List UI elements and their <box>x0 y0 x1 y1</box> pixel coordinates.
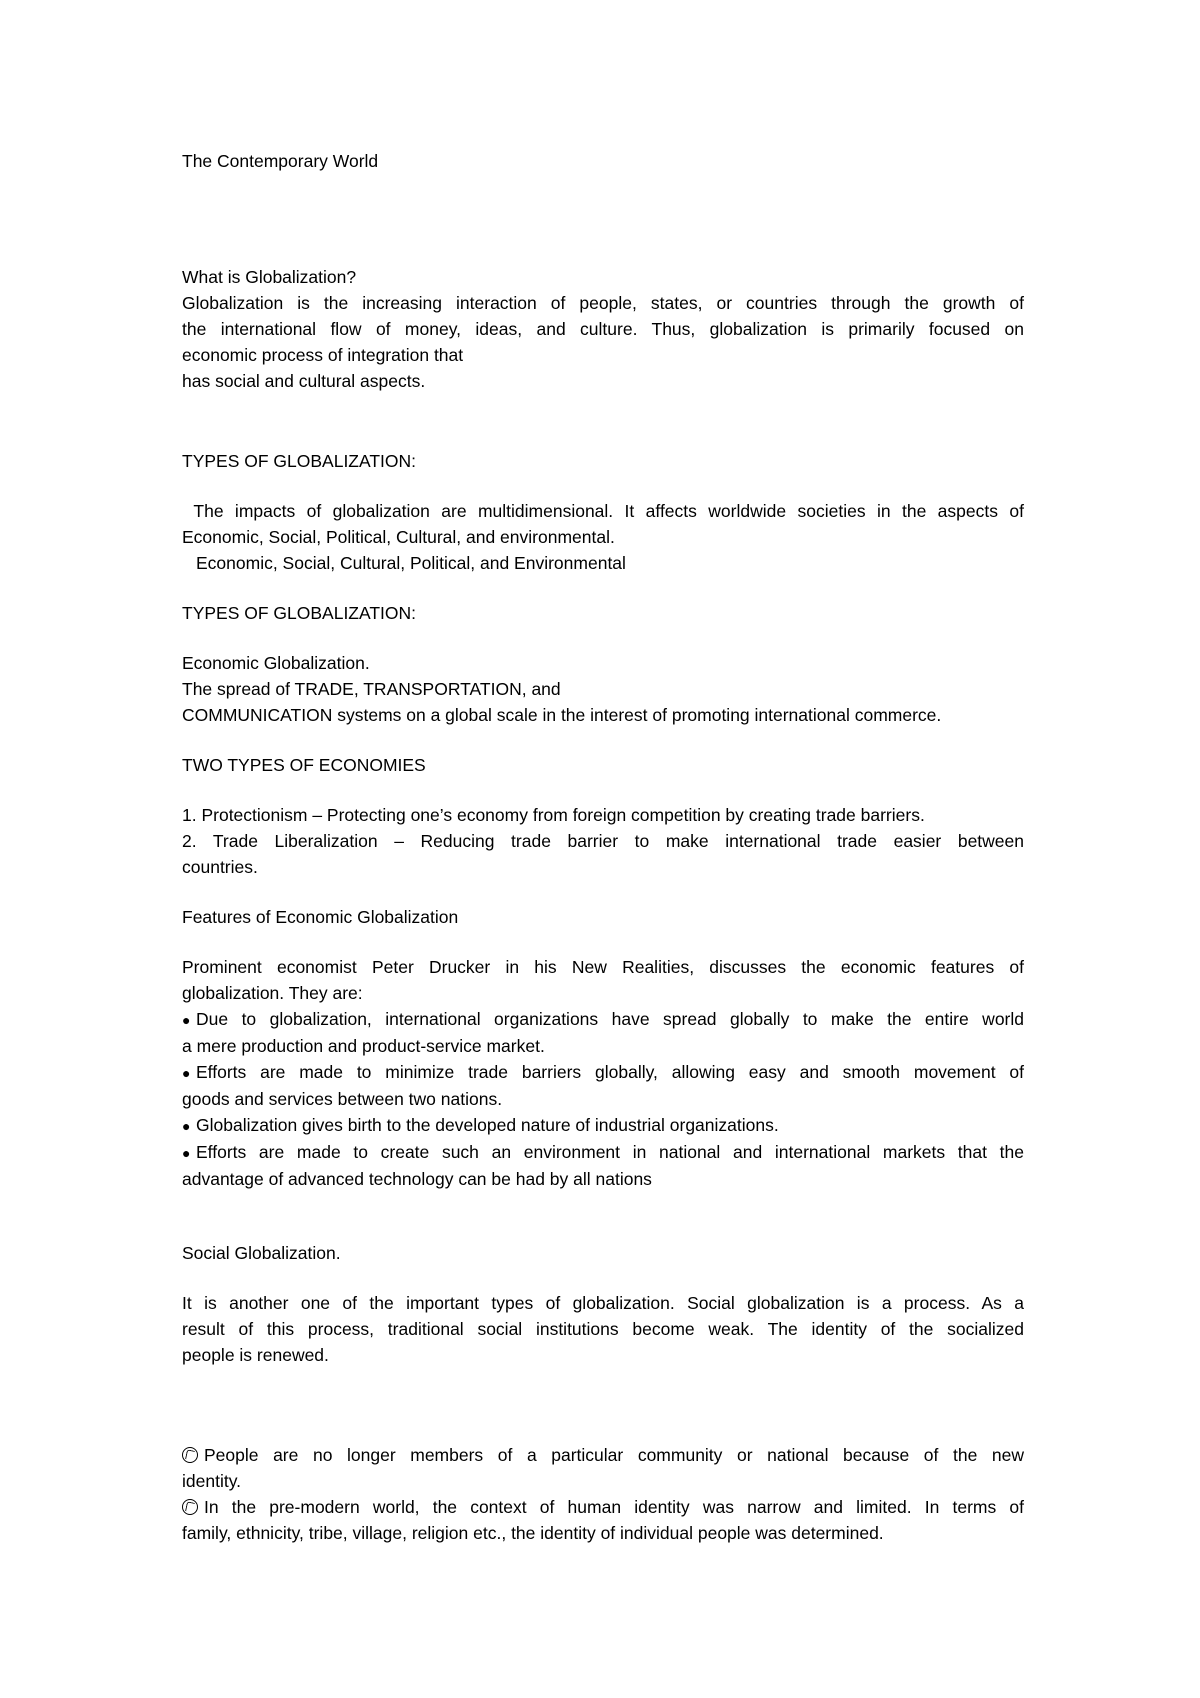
bullet-icon: ● <box>182 1012 191 1028</box>
section-heading-what-is: What is Globalization? <box>182 267 357 287</box>
paragraph-line: The impacts of globalization are multidimensional. It affects worldwide societies in the aspects of <box>182 501 1024 521</box>
paragraph-line: economic process of integration that <box>182 345 464 365</box>
paragraph-line: Globalization is the increasing interaction of people, states, or countries through the growth of <box>182 293 1024 313</box>
globe-icon <box>182 1499 198 1515</box>
paragraph-line: people is renewed. <box>182 1345 329 1365</box>
bullet-icon: ● <box>182 1065 191 1081</box>
paragraph-line: Economic, Social, Political, Cultural, and environmental. <box>182 527 615 547</box>
paragraph-line: It is another one of the important types of globalization. Social globalization is a process. As a <box>182 1293 1024 1313</box>
paragraph-line: globalization. They are: <box>182 983 363 1003</box>
list-item: 1. Protectionism – Protecting one’s economy from foreign competition by creating trade barriers. <box>182 805 925 825</box>
bullet-item: ● Due to globalization, international organizations have spread globally to make the entire world <box>182 1006 1024 1033</box>
bullet-item: ● Efforts are made to create such an environment in national and international markets that the <box>182 1139 1024 1166</box>
bullet-icon: ● <box>182 1145 191 1161</box>
globe-icon <box>182 1447 198 1463</box>
section-heading-features: Features of Economic Globalization <box>182 907 459 927</box>
bullet-item-continuation: advantage of advanced technology can be had by all nations <box>182 1169 652 1189</box>
paragraph-line: The spread of TRADE, TRANSPORTATION, and <box>182 679 561 699</box>
bullet-item: ● Globalization gives birth to the developed nature of industrial organizations. <box>182 1112 1024 1139</box>
bullet-item-continuation: goods and services between two nations. <box>182 1089 503 1109</box>
document-title: The Contemporary World <box>182 151 379 171</box>
globe-bullet-item: In the pre-modern world, the context of human identity was narrow and limited. In terms of <box>182 1494 1024 1520</box>
globe-bullet-continuation: family, ethnicity, tribe, village, religion etc., the identity of individual people was determined. <box>182 1523 884 1543</box>
paragraph-line: Prominent economist Peter Drucker in his New Realities, discusses the economic features of <box>182 957 1024 977</box>
subheading-economic-globalization: Economic Globalization. <box>182 653 370 673</box>
bullet-item-continuation: a mere production and product-service market. <box>182 1036 545 1056</box>
bullet-item: ● Efforts are made to minimize trade barriers globally, allowing easy and smooth movement of <box>182 1059 1024 1086</box>
section-heading-types: TYPES OF GLOBALIZATION: <box>182 603 417 623</box>
list-item-continuation: countries. <box>182 857 258 877</box>
globe-bullet-item: People are no longer members of a particular community or national because of the new <box>182 1442 1024 1468</box>
paragraph-line: COMMUNICATION systems on a global scale in the interest of promoting international commerce. <box>182 705 942 725</box>
paragraph-line: has social and cultural aspects. <box>182 371 426 391</box>
section-heading-social: Social Globalization. <box>182 1243 341 1263</box>
paragraph-line: the international flow of money, ideas, and culture. Thus, globalization is primarily focused on <box>182 319 1024 339</box>
paragraph-line: Economic, Social, Cultural, Political, and Environmental <box>196 553 626 573</box>
paragraph-line: result of this process, traditional social institutions become weak. The identity of the socialized <box>182 1319 1024 1339</box>
section-heading-economies: TWO TYPES OF ECONOMIES <box>182 755 426 775</box>
list-item: 2. Trade Liberalization – Reducing trade barrier to make international trade easier between <box>182 831 1024 851</box>
section-heading-types: TYPES OF GLOBALIZATION: <box>182 451 417 471</box>
bullet-icon: ● <box>182 1118 191 1134</box>
globe-bullet-continuation: identity. <box>182 1471 242 1491</box>
